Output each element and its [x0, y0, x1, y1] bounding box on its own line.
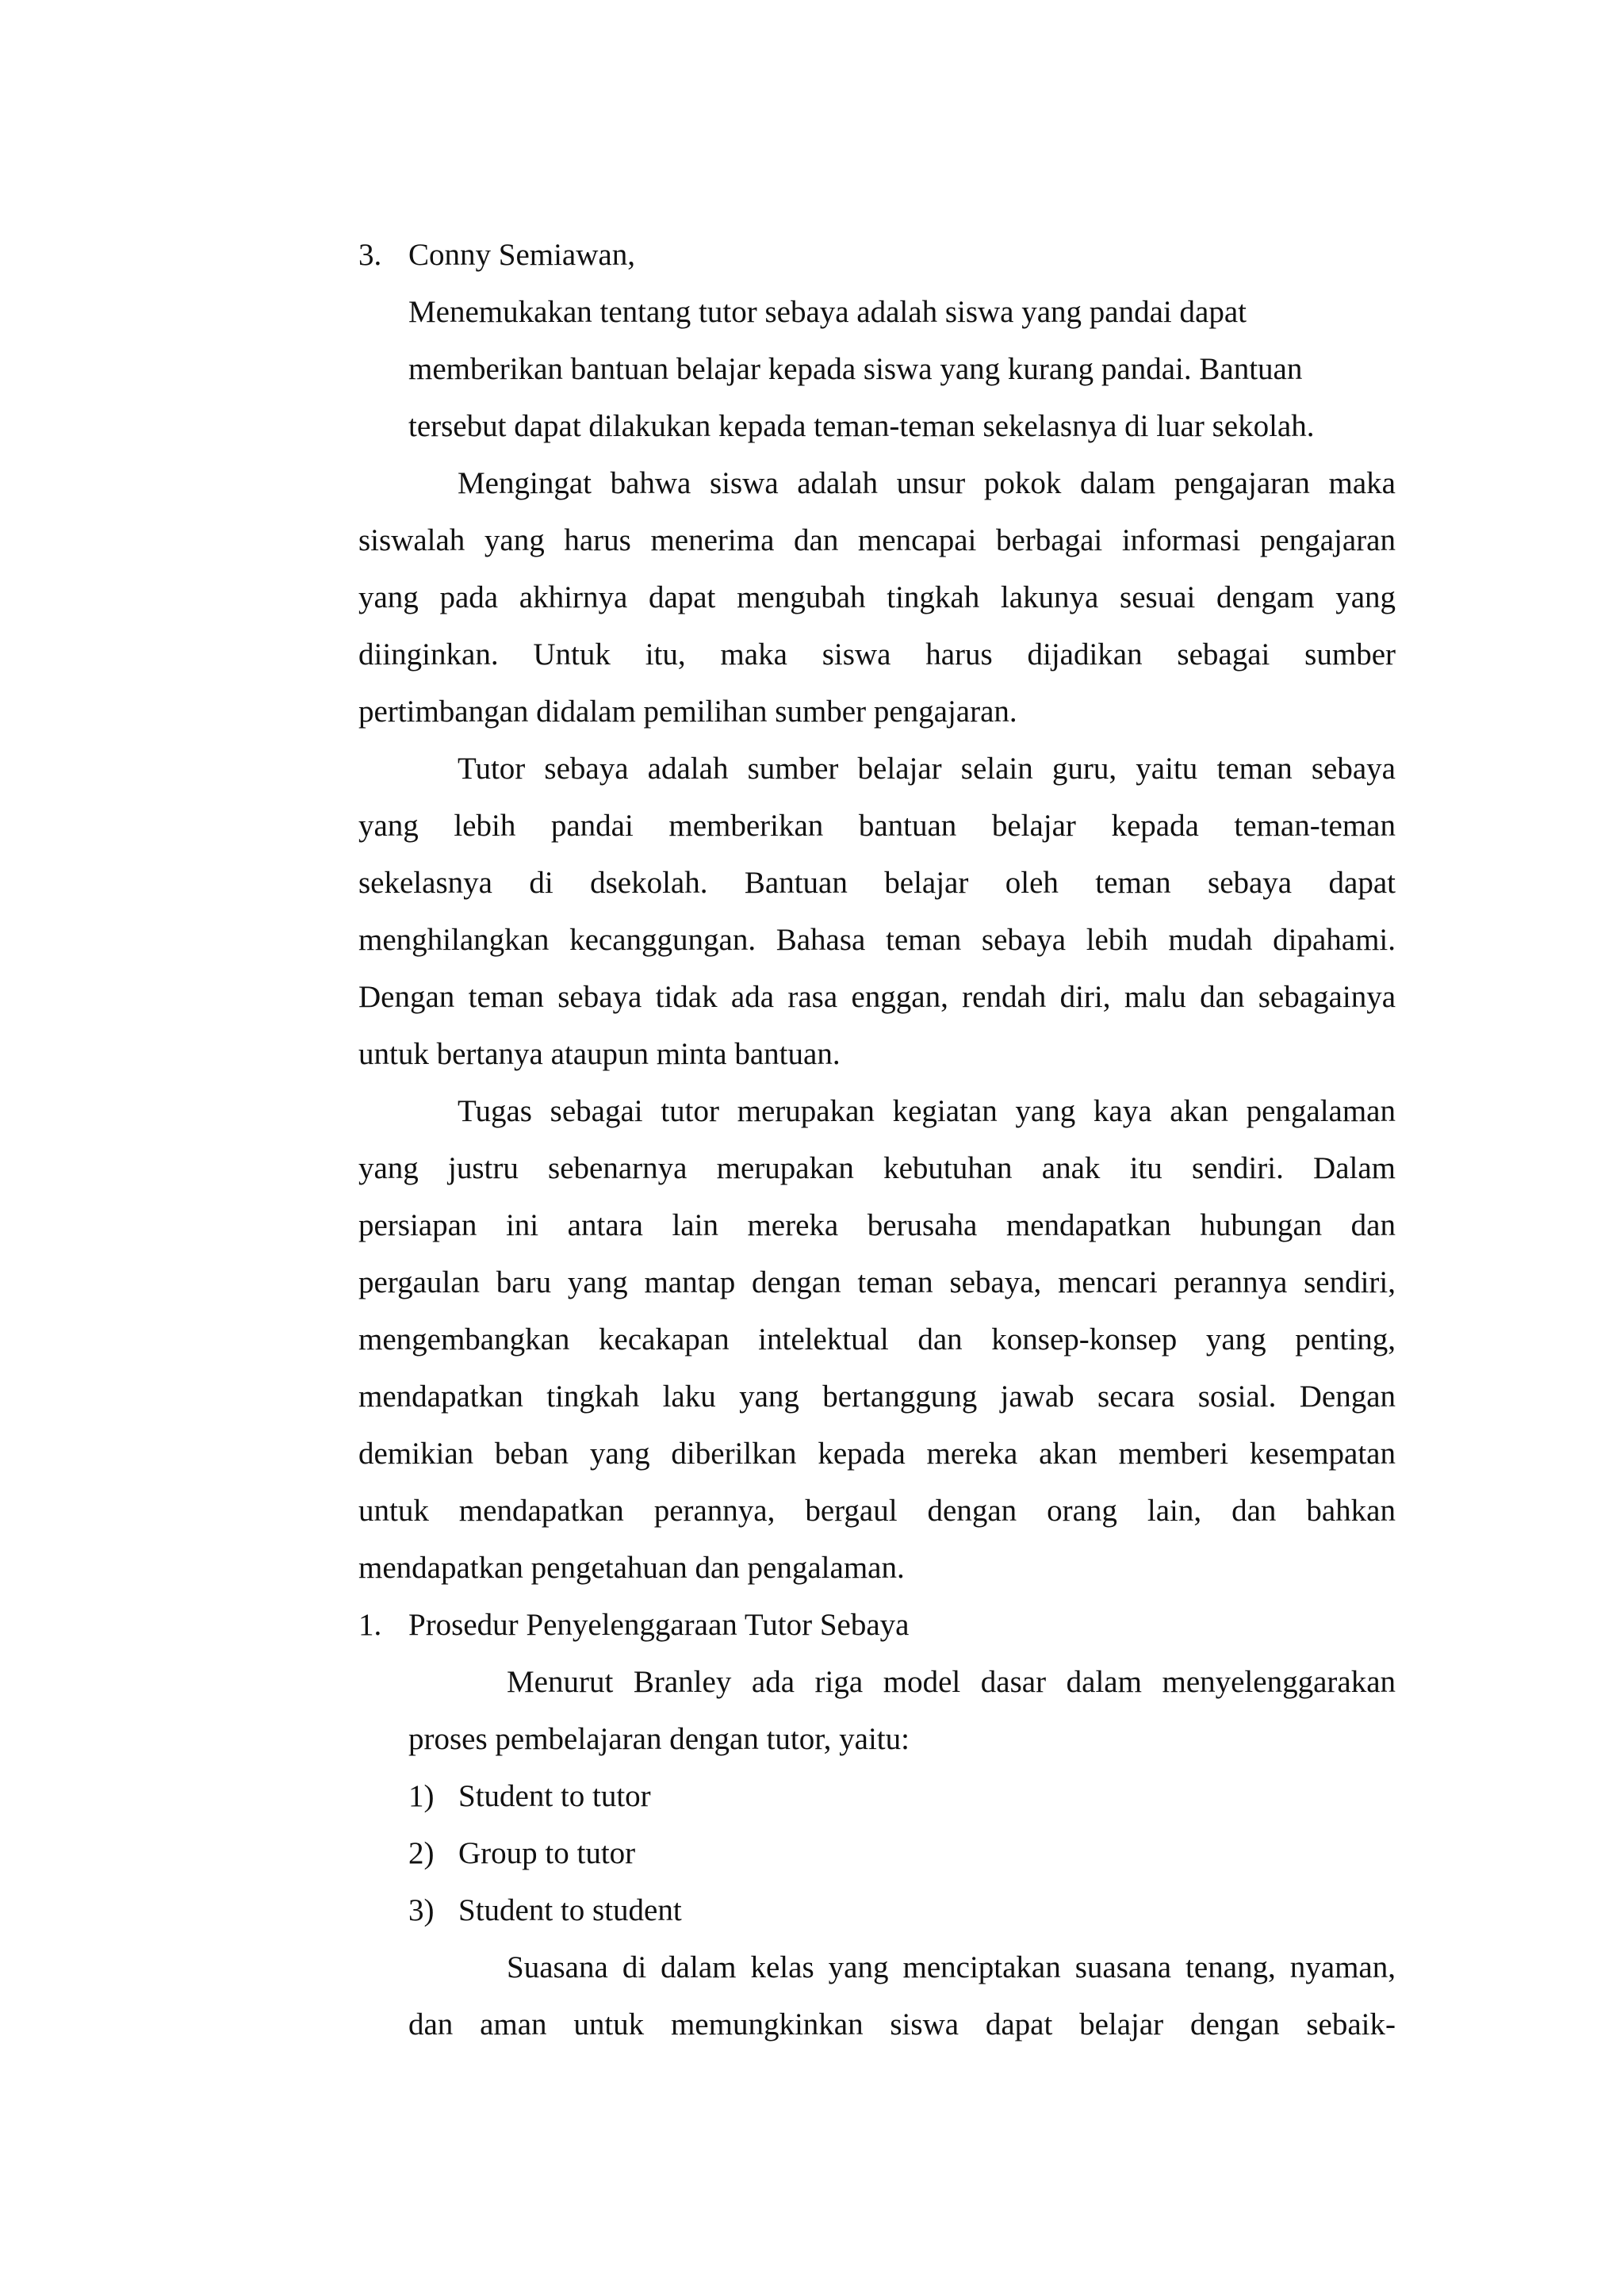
paragraph-2-line-1: Tutor sebaya adalah sumber belajar selain guru, yaitu teman sebaya	[458, 752, 1396, 786]
paragraph-1-line-5: pertimbangan didalam pemilihan sumber pengajaran.	[358, 695, 1017, 729]
paragraph-2-line-5: Dengan teman sebaya tidak ada rasa enggan, rendah diri, malu dan sebagainya	[358, 980, 1396, 1014]
model-list-item-1	[358, 1768, 1396, 1825]
paragraph-3-line-6: mendapatkan tingkah laku yang bertanggung jawab secara sosial. Dengan	[358, 1380, 1396, 1414]
paragraph-3-line-9: mendapatkan pengetahuan dan pengalaman.	[358, 1551, 905, 1585]
section-number: 1.	[358, 1608, 382, 1642]
list-item-3-line-2: memberikan bantuan belajar kepada siswa yang kurang pandai. Bantuan	[408, 352, 1303, 386]
model-list-item-2	[358, 1825, 1396, 1882]
paragraph-1-line-1: Mengingat bahwa siswa adalah unsur pokok dalam pengajaran maka	[458, 466, 1396, 500]
paragraph-2-line-6: untuk bertanya ataupun minta bantuan.	[358, 1037, 841, 1071]
paragraph-2-line-3: sekelasnya di dsekolah. Bantuan belajar oleh teman sebaya dapat	[358, 866, 1396, 900]
paragraph-1-line-2: siswalah yang harus menerima dan mencapai berbagai informasi pengajaran	[358, 523, 1396, 557]
paragraph-2-line-4: menghilangkan kecanggungan. Bahasa teman sebaya lebih mudah dipahami.	[358, 923, 1396, 957]
model-number: 2)	[408, 1836, 435, 1870]
model-label: Student to student	[458, 1893, 682, 1927]
paragraph-1-line-3: yang pada akhirnya dapat mengubah tingkah lakunya sesuai dengam yang	[358, 580, 1396, 614]
section-1-intro-line-1: Menurut Branley ada riga model dasar dalam menyelenggarakan	[507, 1665, 1396, 1699]
list-item-title: Conny Semiawan,	[408, 238, 635, 272]
list-item-3-line-3: tersebut dapat dilakukan kepada teman-teman sekelasnya di luar sekolah.	[408, 409, 1315, 443]
list-item-3-heading	[358, 227, 1396, 284]
model-number: 1)	[408, 1779, 435, 1813]
paragraph-3-line-2: yang justru sebenarnya merupakan kebutuhan anak itu sendiri. Dalam	[358, 1151, 1396, 1185]
section-1-closing-line-1: Suasana di dalam kelas yang menciptakan suasana tenang, nyaman,	[507, 1950, 1396, 1984]
model-label: Group to tutor	[458, 1836, 636, 1870]
paragraph-1-line-4: diinginkan. Untuk itu, maka siswa harus dijadikan sebagai sumber	[358, 637, 1396, 672]
section-1-intro-line-2: proses pembelajaran dengan tutor, yaitu:	[408, 1722, 910, 1756]
paragraph-3-line-8: untuk mendapatkan perannya, bergaul dengan orang lain, dan bahkan	[358, 1494, 1396, 1528]
paragraph-2-line-2: yang lebih pandai memberikan bantuan belajar kepada teman-teman	[358, 809, 1396, 843]
model-list-item-3	[358, 1882, 1396, 1939]
document-body	[358, 227, 1396, 2053]
paragraph-3-line-7: demikian beban yang diberilkan kepada mereka akan memberi kesempatan	[358, 1437, 1396, 1471]
paragraph-3-line-3: persiapan ini antara lain mereka berusaha mendapatkan hubungan dan	[358, 1208, 1396, 1242]
paragraph-3-line-5: mengembangkan kecakapan intelektual dan konsep-konsep yang penting,	[358, 1322, 1396, 1357]
paragraph-3-line-4: pergaulan baru yang mantap dengan teman sebaya, mencari perannya sendiri,	[358, 1265, 1396, 1299]
list-item-number: 3.	[358, 238, 382, 272]
list-item-3-line-1: Menemukakan tentang tutor sebaya adalah siswa yang pandai dapat	[408, 295, 1247, 329]
model-number: 3)	[408, 1893, 435, 1927]
section-title: Prosedur Penyelenggaraan Tutor Sebaya	[408, 1608, 910, 1642]
paragraph-3-line-1: Tugas sebagai tutor merupakan kegiatan yang kaya akan pengalaman	[458, 1094, 1396, 1128]
section-1-heading	[358, 1597, 1396, 1654]
model-label: Student to tutor	[458, 1779, 651, 1813]
section-1-closing-line-2: dan aman untuk memungkinkan siswa dapat belajar dengan sebaik-	[408, 2007, 1396, 2042]
